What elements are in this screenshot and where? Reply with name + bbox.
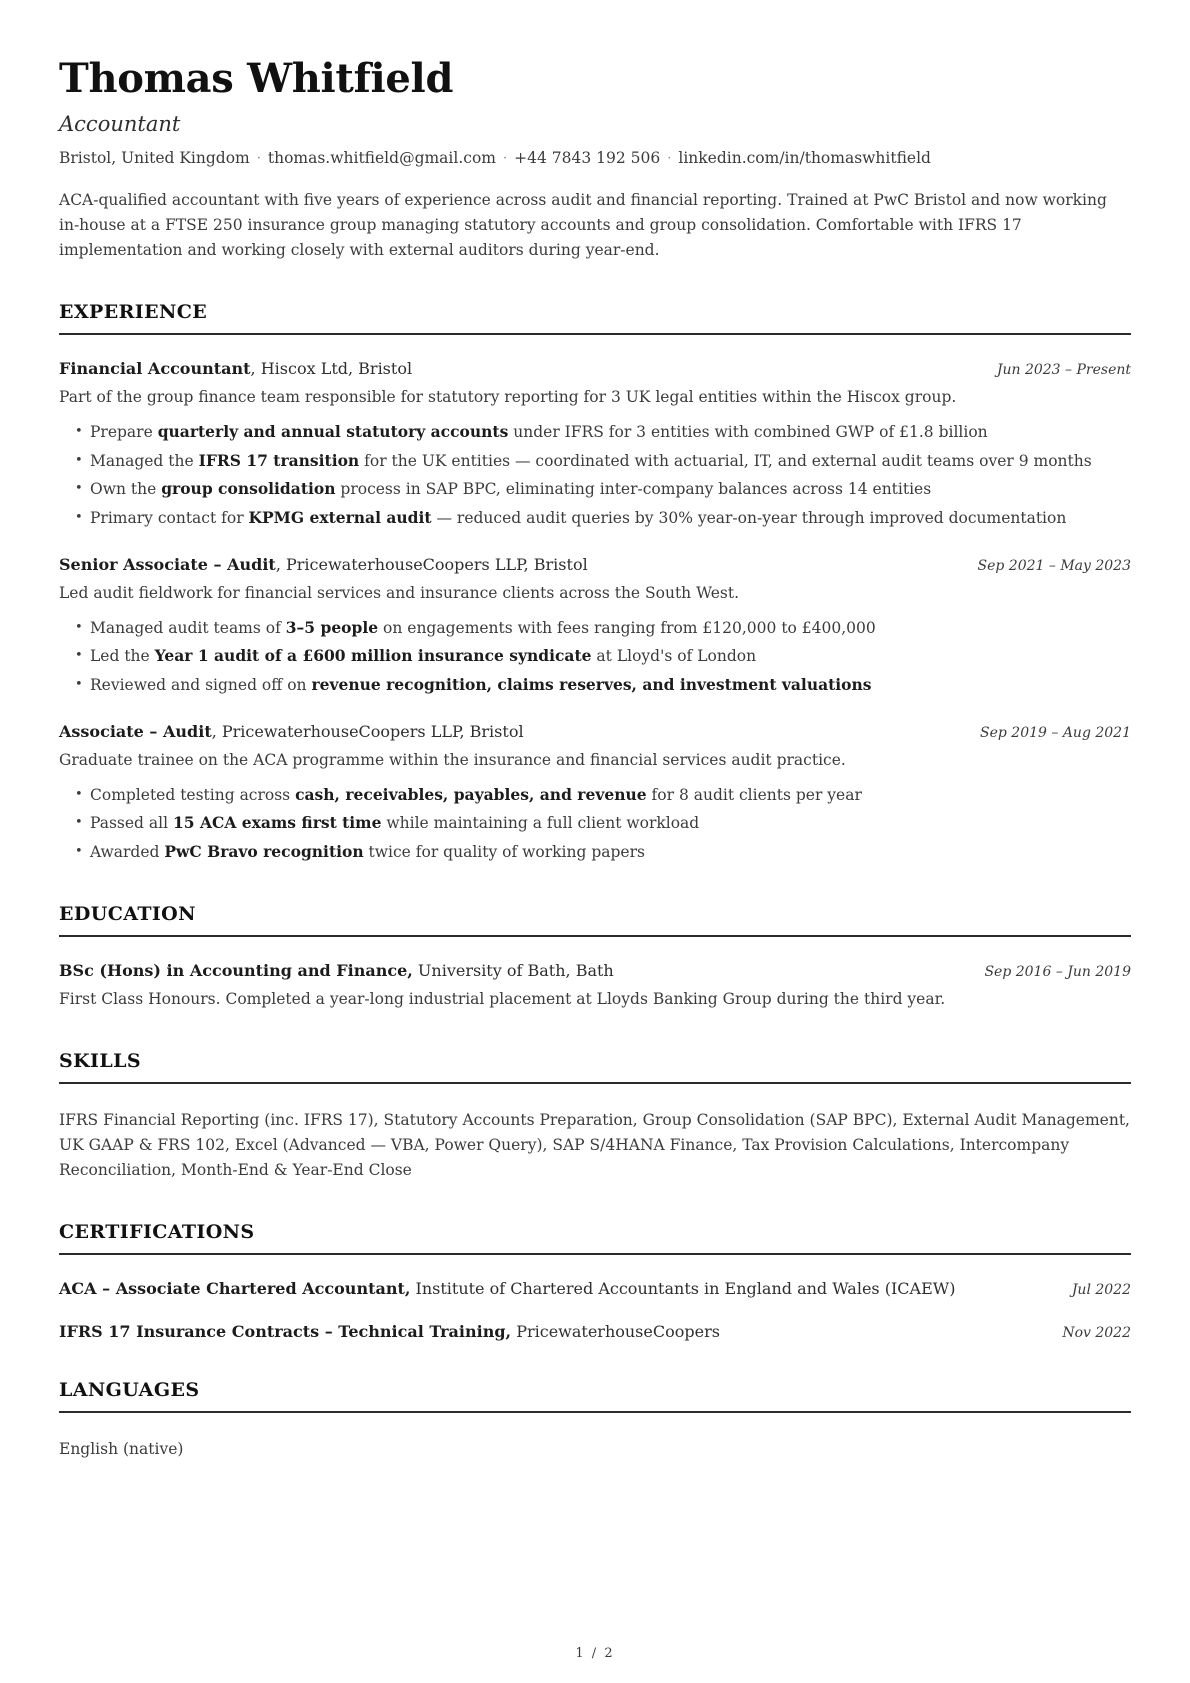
bullet-text: Primary contact for KPMG external audit — reduced audit queries by 30% year-on-year through improved documentation [90, 507, 1067, 527]
entry-title: Financial Accountant, Hiscox Ltd, Bristol [59, 359, 413, 378]
entry [59, 1279, 1131, 1298]
entry-description: Led audit fieldwork for financial services and insurance clients across the South West. [59, 583, 740, 602]
entry [59, 722, 1131, 865]
entry [59, 961, 1131, 1012]
entry-date: Jul 2022 [1071, 1281, 1131, 1298]
entry-description: Graduate trainee on the ACA programme within the insurance and financial services audit practice. [59, 750, 846, 769]
bullet-list [59, 419, 1131, 531]
bullet-text: Managed the IFRS 17 transition for the UK entities — coordinated with actuarial, IT, and external audit teams over 9 months [90, 450, 1092, 470]
contact-separator: · [667, 151, 672, 166]
bullet-item [59, 505, 1131, 531]
contact-location: Bristol, United Kingdom [59, 149, 250, 167]
entry-header [59, 722, 1131, 741]
bullet-item [59, 476, 1131, 502]
bullet-item [59, 672, 1131, 698]
entry-date: Nov 2022 [1062, 1324, 1131, 1341]
person-name: Thomas Whitfield [59, 55, 454, 102]
contact-linkedin: linkedin.com/in/thomaswhitfield [678, 149, 931, 167]
section-education [59, 903, 1131, 1012]
bullet-text: Awarded PwC Bravo recognition twice for quality of working papers [90, 841, 645, 861]
entry [59, 555, 1131, 698]
entry-title: ACA – Associate Chartered Accountant, Institute of Chartered Accountants in England and Wales (ICAEW) [59, 1278, 956, 1298]
section-heading: EDUCATION [59, 903, 1131, 937]
entry [59, 359, 1131, 531]
bullet-item [59, 643, 1131, 669]
entry-header [59, 1322, 1131, 1341]
entry-title: IFRS 17 Insurance Contracts – Technical Training, PricewaterhouseCoopers [59, 1321, 720, 1341]
contact-separator: · [502, 151, 508, 166]
page-number: 1 / 2 [575, 1646, 615, 1661]
entry-title: Associate – Audit, PricewaterhouseCoopers LLP, Bristol [59, 721, 524, 741]
section-heading: LANGUAGES [59, 1379, 1131, 1413]
bullet-item [59, 419, 1131, 445]
bullet-marker: • [75, 843, 83, 859]
bullet-text: Prepare quarterly and annual statutory accounts under IFRS for 3 entities with combined GWP of £1.8 billion [90, 422, 988, 441]
section-heading: CERTIFICATIONS [59, 1221, 1131, 1255]
bullet-list [59, 615, 1131, 698]
entry-header [59, 1279, 1131, 1298]
bullet-list [59, 782, 1131, 865]
entry-header [59, 359, 1131, 378]
bullet-marker: • [75, 676, 83, 692]
bullet-item [59, 810, 1131, 836]
bullet-marker: • [75, 815, 83, 830]
entry-date: Sep 2021 – May 2023 [977, 557, 1131, 574]
bullet-text: Passed all 15 ACA exams first time while maintaining a full client workload [90, 813, 700, 832]
entry-title: Senior Associate – Audit, PricewaterhouseCoopers LLP, Bristol [59, 554, 588, 574]
section-heading: EXPERIENCE [59, 301, 1131, 335]
entry-description: Part of the group finance team responsible for statutory reporting for 3 UK legal entities within the Hiscox group. [59, 388, 957, 406]
section-text: English (native) [59, 1439, 184, 1458]
entry-description: First Class Honours. Completed a year-long industrial placement at Lloyds Banking Group during the third year. [59, 989, 946, 1008]
entry [59, 1322, 1131, 1341]
person-role: Accountant [59, 112, 181, 136]
section-certifications [59, 1221, 1131, 1341]
bullet-text: Reviewed and signed off on revenue recognition, claims reserves, and investment valuations [90, 674, 872, 694]
bullet-item [59, 615, 1131, 641]
bullet-text: Led the Year 1 audit of a £600 million insurance syndicate at Lloyd's of London [90, 646, 757, 665]
bullet-marker: • [75, 452, 83, 468]
bullet-marker: • [75, 509, 83, 525]
bullet-item [59, 839, 1131, 865]
bullet-text: Completed testing across cash, receivables, payables, and revenue for 8 audit clients per year [90, 784, 862, 804]
contact-email: thomas.whitfield@gmail.com [267, 149, 496, 167]
bullet-marker: • [75, 648, 83, 663]
entry-date: Sep 2019 – Aug 2021 [980, 724, 1131, 741]
bullet-text: Own the group consolidation process in SAP BPC, eliminating inter-company balances across 14 entities [90, 479, 932, 498]
profile-summary: ACA-qualified accountant with five years of experience across audit and financial reporting. Trained at PwC Bristol and now working in-house at a FTSE 250 insurance group managing statutory accounts and group consolidation. Comfortable with IFRS 17 implementation and working closely with external auditors during year-end. [59, 191, 1107, 259]
bullet-marker: • [75, 619, 83, 635]
bullet-marker: • [75, 786, 83, 802]
section-heading: SKILLS [59, 1050, 1131, 1084]
section-skills [59, 1050, 1131, 1183]
section-experience [59, 301, 1131, 865]
bullet-item [59, 448, 1131, 474]
contact-phone: +44 7843 192 506 [514, 149, 661, 167]
contact-line [59, 149, 1131, 167]
entry-date: Sep 2016 – Jun 2019 [984, 963, 1131, 980]
entry-header [59, 961, 1131, 980]
section-languages [59, 1379, 1131, 1462]
section-text: IFRS Financial Reporting (inc. IFRS 17), Statutory Accounts Preparation, Group Consolidation (SAP BPC), External Audit Management, UK GAAP & FRS 102, Excel (Advanced — VBA, Power Query), SAP S/4HANA Finance, Tax Provision Calculations, Intercompany Reconciliation, Month-End & Year-End Close [59, 1110, 1130, 1179]
bullet-item [59, 782, 1131, 808]
contact-separator: · [256, 151, 261, 166]
bullet-marker: • [75, 481, 83, 496]
sections-container [59, 301, 1131, 1462]
bullet-marker: • [75, 424, 83, 439]
bullet-text: Managed audit teams of 3–5 people on engagements with fees ranging from £120,000 to £400,000 [90, 617, 876, 637]
entry-header [59, 555, 1131, 574]
entry-date: Jun 2023 – Present [996, 362, 1131, 378]
entry-title: BSc (Hons) in Accounting and Finance, University of Bath, Bath [59, 960, 614, 980]
